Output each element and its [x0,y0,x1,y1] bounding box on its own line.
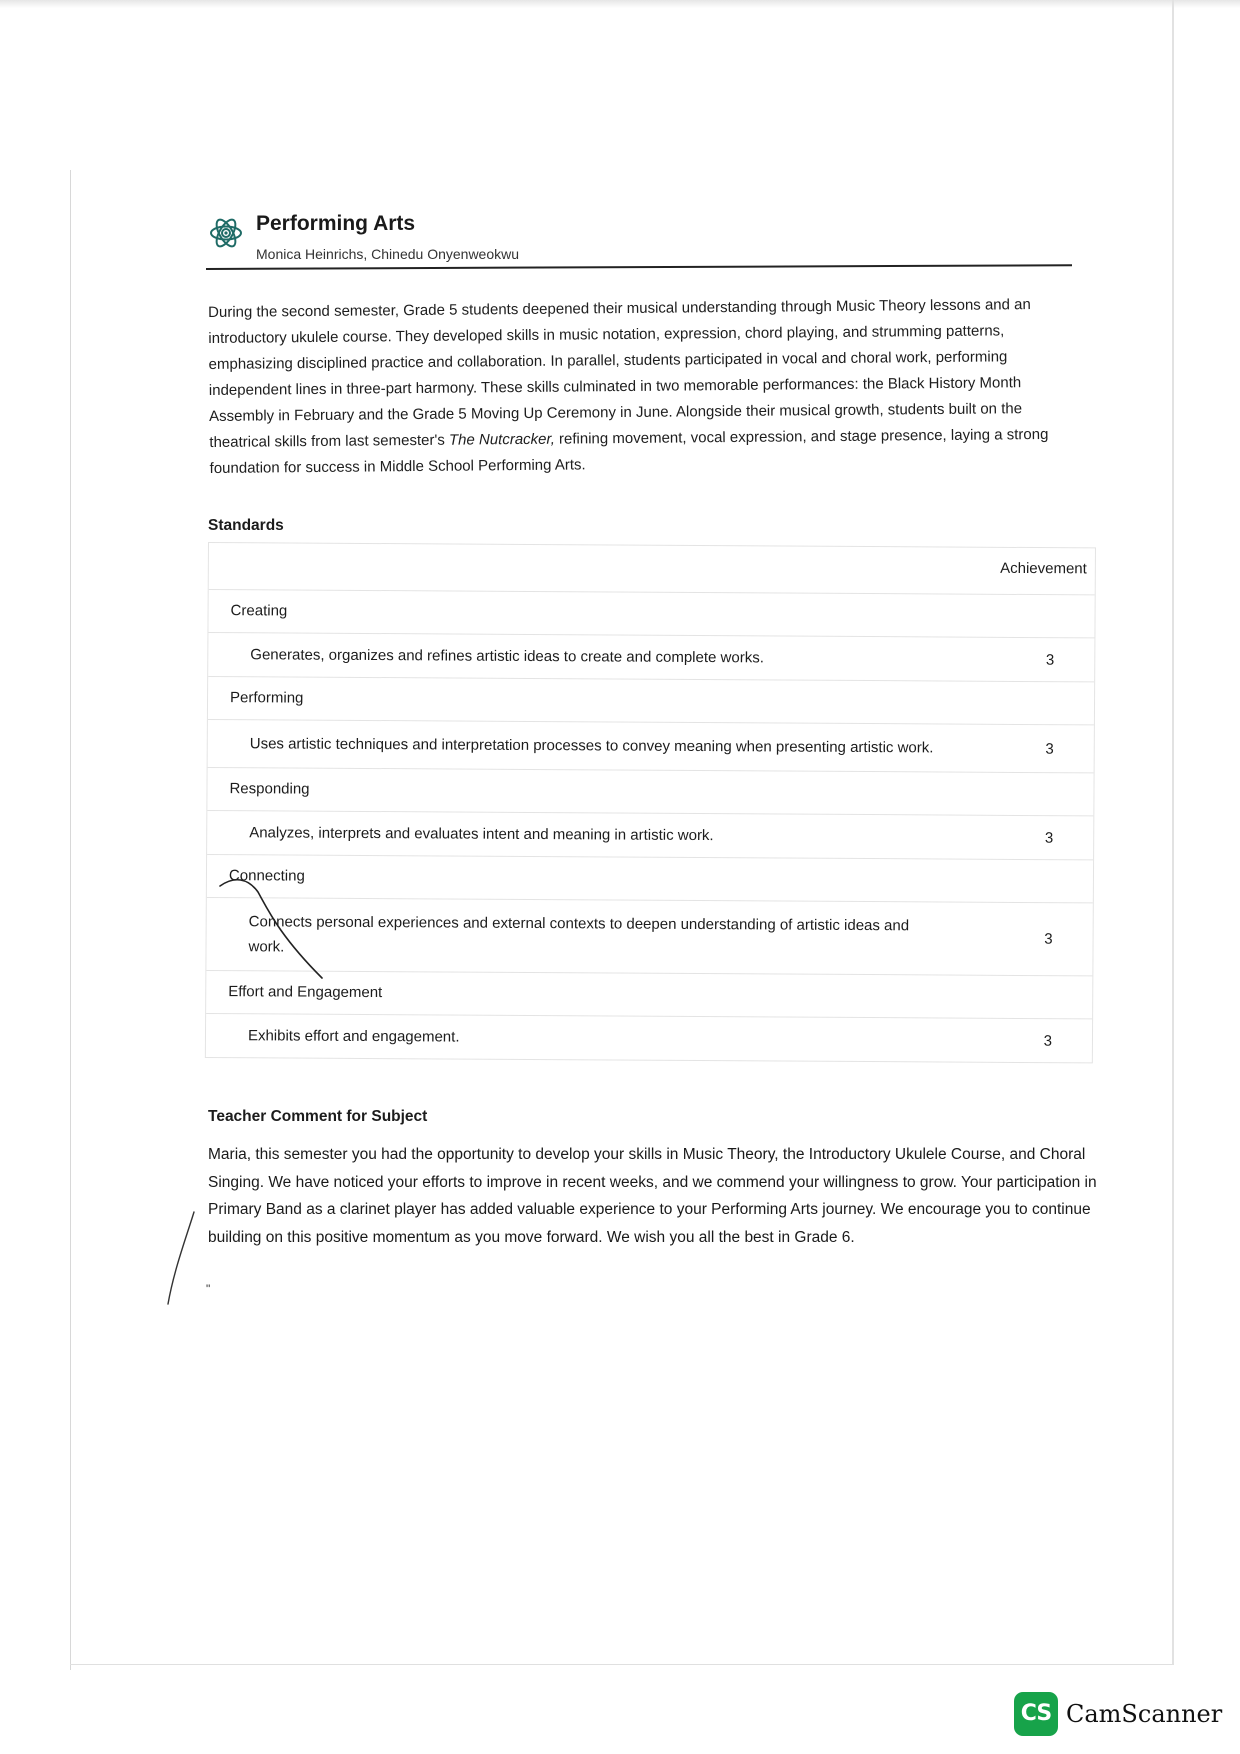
scan-edge-bottom [70,1664,1174,1665]
category-row-performing [208,677,1094,725]
camscanner-logo: CS [1014,1692,1058,1736]
achievement-score: 3 [1045,651,1055,669]
standard-text: Connects personal experiences and external contexts to deepen understanding of artistic ideas and work. [248,913,910,956]
category-label: Creating [230,602,288,620]
scan-edge-left [70,170,71,1670]
intro-italic-title: The Nutcracker, [448,430,555,449]
standard-text: Exhibits effort and engagement. [247,1027,460,1046]
intro-text-end: refining movement, vocal expression, and stage presence, laying a strong foundation for success in Middle School Performing Arts. [209,425,1049,477]
standard-text: Uses artistic techniques and interpretation processes to convey meaning when presenting artistic work. [249,735,934,757]
standards-heading: Standards [208,517,284,534]
standard-text: Analyzes, interprets and evaluates intent and meaning in artistic work. [249,824,714,845]
intro-text-start: During the second semester, Grade 5 students deepened their musical understanding through Music Theory lessons and an introductory ukulele course. They developed skills in music notation, expression, chord playing, and strumming patterns, emphasizing disciplined practice and collaboration. In parallel, students participated in vocal and choral work, performing independent lines in three-part harmony. These skills culminated in two memorable performances: the Black History Month Assembly in February and the Grade 5 Moving Up Ceremony in June. Alongside their musical growth, students built on the theatrical skills from last semester's [208,296,1031,451]
category-label: Performing [229,689,304,707]
subject-teachers: Monica Heinrichs, Chinedu Onyenweokwu [256,246,520,262]
achievement-score: 3 [1045,740,1054,758]
standards-table [205,542,1096,1063]
category-row-connecting [207,855,1093,903]
category-label: Effort and Engagement [228,983,383,1002]
category-label: Connecting [228,867,305,885]
intro-paragraph [208,292,1078,482]
achievement-score: 3 [1044,829,1054,847]
standard-row [208,633,1094,682]
standard-row [206,898,1092,976]
camscanner-name: CamScanner [1066,1700,1223,1728]
category-row-effort-engagement [206,971,1092,1019]
atom-icon [208,214,244,252]
achievement-score: 3 [1044,930,1053,948]
camscanner-watermark [1014,1690,1223,1738]
scan-edge-top [0,0,1240,8]
achievement-score: 3 [1043,1032,1053,1050]
standard-row [207,811,1093,860]
standard-row [208,720,1094,773]
achievement-column-header: Achievement [1000,559,1087,578]
category-row-responding [207,768,1093,816]
teacher-comment-body: Maria, this semester you had the opportunity to develop your skills in Music Theory, the Introductory Ukulele Course, and Choral Singing. We have noticed your efforts to improve in recent weeks, and we commend your willingness to grow. Your participation in Primary Band as a clarinet player has added valuable experience to your Performing Arts journey. We encourage you to continue building on this positive momentum as you move forward. We wish you all the best in Grade 6. [208,1146,1097,1246]
pen-margin-stroke [160,1208,200,1308]
category-label: Responding [229,780,310,798]
category-row-creating [208,590,1094,638]
trailing-mark: " [206,1282,211,1296]
table-header-row [209,543,1095,595]
standard-text: Generates, organizes and refines artistic ideas to create and complete works. [250,646,764,667]
subject-title: Performing Arts [256,212,416,235]
scan-edge-right [1172,0,1174,1664]
teacher-comment-heading: Teacher Comment for Subject [208,1108,428,1125]
standard-row [206,1014,1092,1062]
